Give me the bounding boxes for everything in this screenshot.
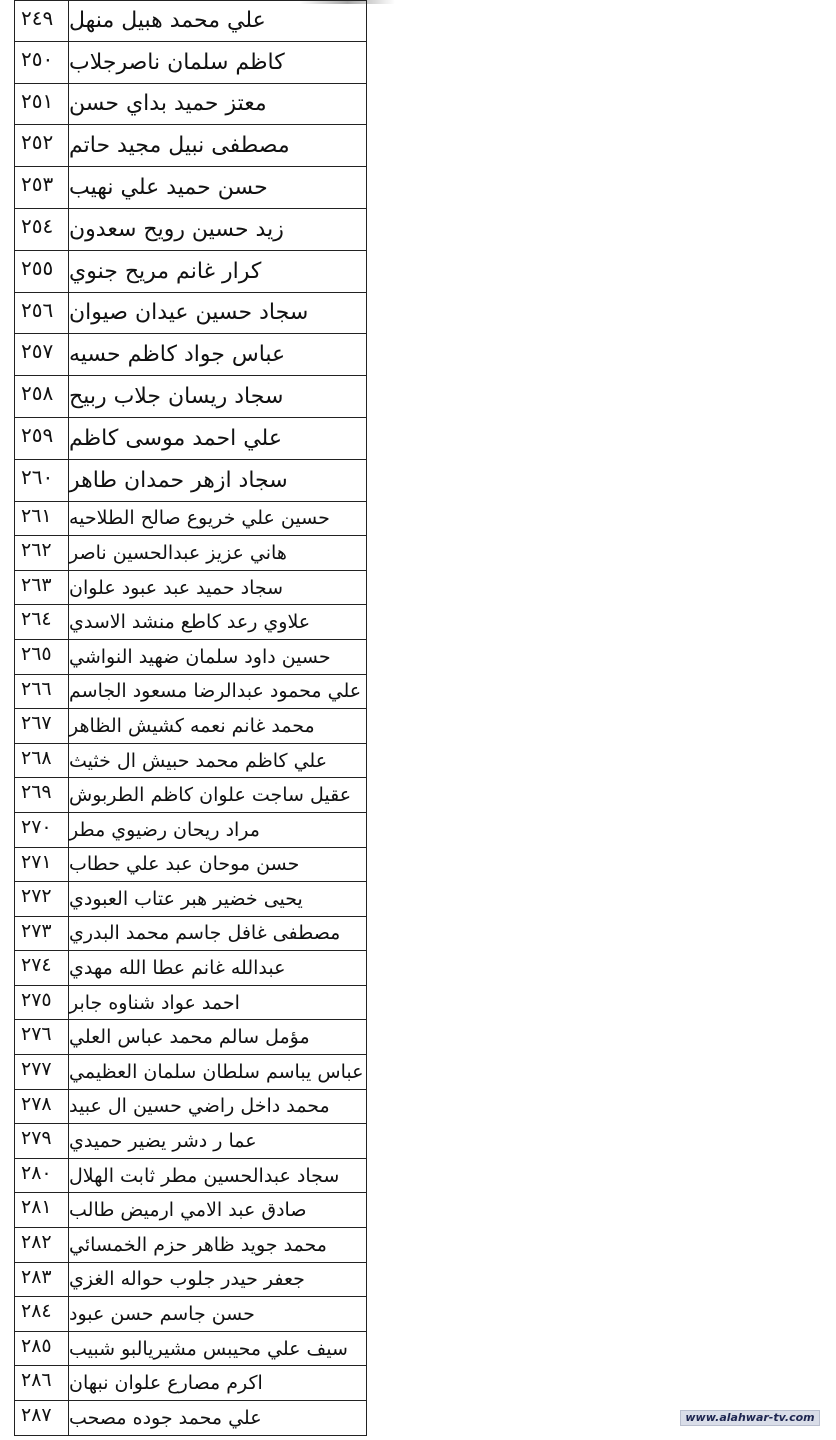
row-name-cell [69, 986, 366, 1020]
table-row [14, 1090, 367, 1125]
row-name-cell [69, 1124, 366, 1158]
table-row [14, 640, 367, 675]
row-number: ٢٦٩ [15, 778, 69, 812]
row-name: سيف علي محيبس مشيريالبو شبيب [69, 1337, 348, 1360]
table-row [14, 251, 367, 293]
row-name-cell [69, 1055, 369, 1089]
row-number: ٢٧٧ [15, 1055, 69, 1089]
row-name-cell [69, 571, 366, 605]
row-name: علي كاظم محمد حبيش ال خثيث [69, 749, 328, 772]
row-name-cell [69, 502, 366, 536]
row-name: سجاد ريسان جلاب ربيح [69, 384, 284, 410]
row-name: مصطفى غافل جاسم محمد البدري [69, 922, 341, 945]
row-number: ٢٨٦ [15, 1366, 69, 1400]
table-row [14, 1297, 367, 1332]
table-row [14, 167, 367, 209]
row-number: ٢٤٩ [15, 1, 69, 41]
row-number: ٢٦٧ [15, 709, 69, 743]
row-number: ٢٥٤ [15, 209, 69, 250]
row-name-cell [69, 460, 366, 501]
row-name: كاظم سلمان ناصرجلاب [69, 49, 285, 75]
row-name: محمد غانم نعمه كشيش الظاهر [69, 714, 315, 737]
row-name: كرار غانم مريح جنوي [69, 258, 262, 284]
row-name-cell [69, 1401, 366, 1435]
row-name: عبدالله غانم عطا الله مهدي [69, 957, 286, 980]
row-name: يحيى خضير هبر عتاب العبودي [69, 887, 303, 910]
row-name-cell [69, 848, 366, 882]
row-name: اكرم مصارع علوان نبهان [69, 1372, 263, 1395]
row-number: ٢٥٥ [15, 251, 69, 292]
row-number: ٢٧٦ [15, 1020, 69, 1054]
table-row [14, 951, 367, 986]
row-number: ٢٥٠ [15, 42, 69, 83]
row-name: احمد عواد شناوه جابر [69, 991, 240, 1014]
table-row [14, 536, 367, 571]
row-name-cell [69, 42, 366, 83]
row-name: مراد ريحان رضيوي مطر [69, 818, 260, 841]
row-number: ٢٨١ [15, 1193, 69, 1227]
row-name: علي محمود عبدالرضا مسعود الجاسم [69, 680, 362, 703]
row-name: محمد داخل راضي حسين ال عبيد [69, 1095, 330, 1118]
table-row [14, 1055, 367, 1090]
table-row [14, 605, 367, 640]
row-name: مصطفى نبيل مجيد حاتم [69, 133, 290, 159]
row-number: ٢٨٢ [15, 1228, 69, 1262]
table-row [14, 418, 367, 460]
row-number: ٢٨٣ [15, 1263, 69, 1297]
row-number: ٢٥٢ [15, 125, 69, 166]
table-row [14, 1332, 367, 1367]
row-name: حسين علي خريوع صالح الطلاحيه [69, 507, 330, 530]
table-row [14, 1263, 367, 1298]
table-row [14, 1228, 367, 1263]
table-row [14, 1366, 367, 1401]
row-number: ٢٧١ [15, 848, 69, 882]
table-row [14, 376, 367, 418]
row-name: محمد جويد ظاهر حزم الخمسائي [69, 1233, 327, 1256]
row-name-cell [69, 640, 366, 674]
row-number: ٢٦٠ [15, 460, 69, 501]
row-name-cell [69, 84, 366, 125]
table-row [14, 882, 367, 917]
row-number: ٢٦١ [15, 502, 69, 536]
row-name-cell [69, 1263, 366, 1297]
row-name-cell [69, 536, 366, 570]
row-number: ٢٧٨ [15, 1090, 69, 1124]
row-number: ٢٧٢ [15, 882, 69, 916]
row-name-cell [69, 882, 366, 916]
row-name-cell [69, 709, 366, 743]
row-name-cell [69, 1297, 366, 1331]
row-name: علي احمد موسى كاظم [69, 425, 282, 451]
row-number: ٢٧٤ [15, 951, 69, 985]
table-row [14, 848, 367, 883]
row-number: ٢٥٧ [15, 334, 69, 375]
table-row [14, 675, 367, 710]
row-name-cell [69, 1366, 366, 1400]
row-number: ٢٦٣ [15, 571, 69, 605]
table-row [14, 1124, 367, 1159]
row-number: ٢٦٦ [15, 675, 69, 709]
row-name-cell [69, 1020, 366, 1054]
row-name: هاني عزيز عبدالحسين ناصر [69, 541, 287, 564]
row-number: ٢٥٩ [15, 418, 69, 459]
row-number: ٢٦٤ [15, 605, 69, 639]
row-name: حسن جاسم حسن عبود [69, 1303, 255, 1326]
row-name-cell [69, 778, 366, 812]
table-row [14, 813, 367, 848]
row-number: ٢٨٠ [15, 1159, 69, 1193]
row-name-cell [69, 813, 366, 847]
row-name: سجاد ازهر حمدان طاهر [69, 467, 288, 493]
row-name-cell [69, 334, 366, 375]
row-name-cell [69, 293, 366, 334]
table-row [14, 125, 367, 167]
row-name-cell [69, 167, 366, 208]
row-name-cell [69, 1, 366, 41]
table-row [14, 334, 367, 376]
row-name-cell [69, 1090, 366, 1124]
row-name-cell [69, 744, 366, 778]
table-row [14, 709, 367, 744]
row-number: ٢٧٠ [15, 813, 69, 847]
row-number: ٢٨٧ [15, 1401, 69, 1435]
row-name-cell [69, 1159, 366, 1193]
names-table [14, 0, 367, 1436]
row-name: سجاد حميد عبد عبود علوان [69, 576, 284, 599]
table-row [14, 571, 367, 606]
row-name: صادق عبد الامي ارميض طالب [69, 1199, 307, 1222]
row-number: ٢٦٢ [15, 536, 69, 570]
row-name: سجاد عبدالحسين مطر ثابت الهلال [69, 1164, 340, 1187]
row-name-cell [69, 1193, 366, 1227]
row-name: عباس يباسم سلطان سلمان العظيمي [69, 1060, 364, 1083]
row-name-cell [69, 251, 366, 292]
table-row [14, 1193, 367, 1228]
row-name: عما ر دشر يضير حميدي [69, 1130, 257, 1153]
row-name: عقيل ساجت علوان كاظم الطربوش [69, 784, 352, 807]
row-name-cell [69, 605, 366, 639]
table-row [14, 917, 367, 952]
table-row [14, 1020, 367, 1055]
row-name-cell [69, 418, 366, 459]
table-row [14, 42, 367, 84]
table-row [14, 1159, 367, 1194]
row-name: عباس جواد كاظم حسيه [69, 342, 286, 368]
table-row [14, 84, 367, 126]
table-row [14, 1401, 367, 1436]
row-number: ٢٥٦ [15, 293, 69, 334]
table-row [14, 209, 367, 251]
row-name: حسن موحان عبد علي حطاب [69, 853, 300, 876]
row-name: علاوي رعد كاطع منشد الاسدي [69, 611, 311, 634]
table-row [14, 460, 367, 502]
row-name-cell [69, 209, 366, 250]
row-name: زيد حسين رويح سعدون [69, 216, 284, 242]
row-name: جعفر حيدر جلوب حواله الغزي [69, 1268, 305, 1291]
row-name-cell [69, 376, 366, 417]
row-number: ٢٨٥ [15, 1332, 69, 1366]
row-number: ٢٨٤ [15, 1297, 69, 1331]
row-number: ٢٧٣ [15, 917, 69, 951]
row-name-cell [69, 125, 366, 166]
row-number: ٢٥١ [15, 84, 69, 125]
row-name-cell [69, 675, 367, 709]
row-name: علي محمد جوده مصحب [69, 1406, 262, 1429]
table-row [14, 986, 367, 1021]
site-watermark: www.alahwar-tv.com [680, 1410, 820, 1426]
row-number: ٢٥٣ [15, 167, 69, 208]
table-row [14, 293, 367, 335]
row-name-cell [69, 1332, 366, 1366]
table-row [14, 502, 367, 537]
row-number: ٢٧٩ [15, 1124, 69, 1158]
row-name-cell [69, 951, 366, 985]
table-row [14, 744, 367, 779]
row-name: مؤمل سالم محمد عباس العلي [69, 1026, 310, 1049]
row-name-cell [69, 917, 366, 951]
row-number: ٢٦٥ [15, 640, 69, 674]
row-name: علي محمد هبيل منهل [69, 8, 266, 34]
row-name: حسين داود سلمان ضهيد النواشي [69, 645, 331, 668]
row-number: ٢٧٥ [15, 986, 69, 1020]
table-row [14, 778, 367, 813]
row-name: معتز حميد بداي حسن [69, 91, 267, 117]
row-number: ٢٦٨ [15, 744, 69, 778]
table-row [14, 0, 367, 42]
row-name: حسن حميد علي نهيب [69, 175, 268, 201]
row-name-cell [69, 1228, 366, 1262]
row-name: سجاد حسين عيدان صيوان [69, 300, 309, 326]
row-number: ٢٥٨ [15, 376, 69, 417]
